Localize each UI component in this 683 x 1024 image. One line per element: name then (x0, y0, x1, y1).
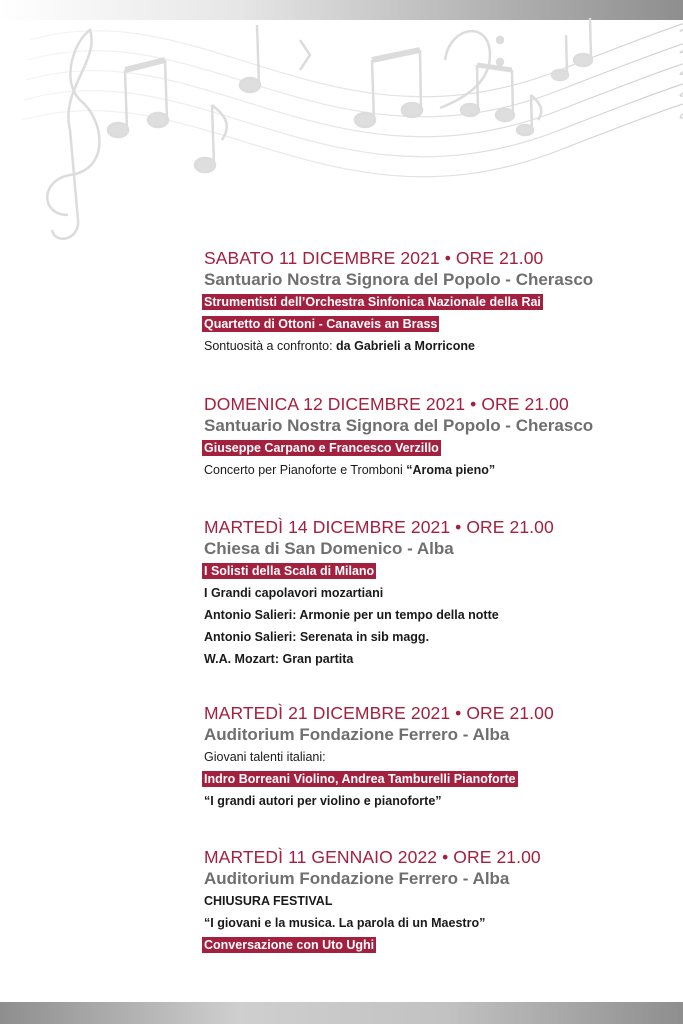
performer-highlight: Giuseppe Carpano e Francesco Verzillo (204, 441, 439, 455)
program-line: I Grandi capolavori mozartiani (204, 586, 384, 600)
program-prefix: Concerto per Pianoforte e Tromboni (204, 463, 407, 477)
event-venue: Auditorium Fondazione Ferrero - Alba (204, 869, 510, 888)
performer-highlight: Strumentisti dell’Orchestra Sinfonica Nazionale della Rai (204, 295, 541, 309)
event-venue: Auditorium Fondazione Ferrero - Alba (204, 725, 510, 744)
event-venue: Santuario Nostra Signora del Popolo - Cherasco (204, 416, 594, 435)
program-line: W.A. Mozart: Gran partita (204, 652, 354, 666)
program-line: CHIUSURA FESTIVAL (204, 894, 333, 908)
program-line: Antonio Salieri: Serenata in sib magg. (204, 630, 430, 644)
event-date: SABATO 11 DICEMBRE 2021 • ORE 21.00 (204, 248, 544, 268)
event-5 (204, 846, 664, 956)
performer-highlight: Conversazione con Uto Ughi (204, 938, 375, 952)
event-date: MARTEDÌ 11 GENNAIO 2022 • ORE 21.00 (204, 847, 541, 867)
program-line (204, 335, 664, 357)
performer-highlight: Quartetto di Ottoni - Canaveis an Brass (204, 317, 438, 331)
bottom-gradient-bar (0, 1002, 683, 1024)
program-intro: Giovani talenti italiani: (204, 750, 326, 764)
event-date: MARTEDÌ 21 DICEMBRE 2021 • ORE 21.00 (204, 703, 554, 723)
program-line: “I giovani e la musica. La parola di un Maestro” (204, 916, 486, 930)
program-title: “Aroma pieno” (406, 463, 496, 477)
program-prefix: Sontuosità a confronto: (204, 339, 337, 353)
performer-highlight: I Solisti della Scala di Milano (204, 564, 375, 578)
program-line: Antonio Salieri: Armonie per un tempo della notte (204, 608, 499, 622)
event-date: MARTEDÌ 14 DICEMBRE 2021 • ORE 21.00 (204, 517, 554, 537)
event-4 (204, 702, 664, 812)
program-title: da Gabrieli a Morricone (336, 339, 475, 353)
event-2 (204, 393, 664, 481)
program-title: “I grandi autori per violino e pianoforte” (204, 794, 442, 808)
program-line (204, 459, 664, 481)
event-3 (204, 516, 664, 670)
event-venue: Chiesa di San Domenico - Alba (204, 539, 454, 558)
performer-highlight: Indro Borreani Violino, Andrea Tamburelli Pianoforte (204, 772, 516, 786)
music-notes-decoration (0, 0, 683, 260)
event-1 (204, 247, 664, 357)
event-date: DOMENICA 12 DICEMBRE 2021 • ORE 21.00 (204, 394, 569, 414)
event-venue: Santuario Nostra Signora del Popolo - Cherasco (204, 270, 594, 289)
